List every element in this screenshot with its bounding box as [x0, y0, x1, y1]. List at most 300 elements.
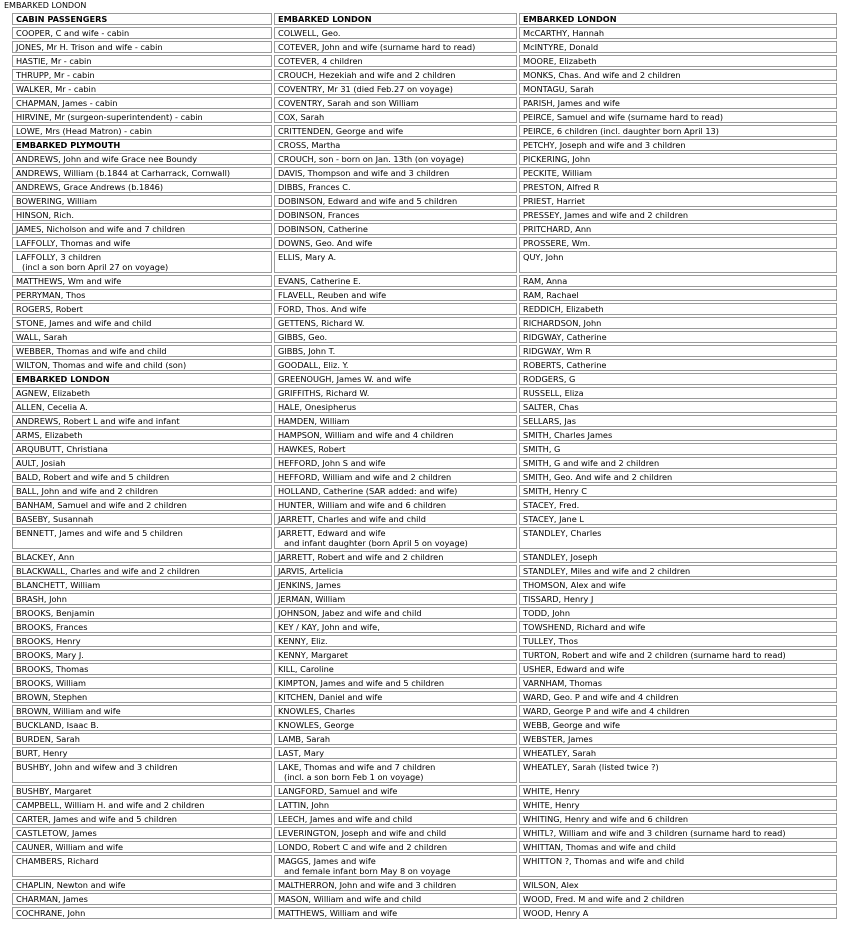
passenger-entry: LAST, Mary: [278, 748, 325, 758]
table-cell-col2: [274, 691, 517, 703]
passenger-entry: TURTON, Robert and wife and 2 children (surname hard to read): [523, 650, 786, 660]
table-cell-col2: [274, 705, 517, 717]
table-cell-col1: [12, 649, 272, 661]
passenger-entry: WILSON, Alex: [523, 880, 579, 890]
passenger-entry: WHEATLEY, Sarah (listed twice ?): [523, 762, 659, 772]
passenger-entry: LAMB, Sarah: [278, 734, 331, 744]
table-cell-col3: [519, 167, 837, 179]
passenger-entry: BALL, John and wife and 2 children: [16, 486, 159, 496]
table-row: [12, 635, 837, 647]
table-cell-col2: [274, 13, 517, 25]
table-cell-col3: [519, 331, 837, 343]
table-row: [12, 153, 837, 165]
passenger-entry: PERRYMAN, Thos: [16, 290, 86, 300]
passenger-entry-note: (incl a son born April 27 on voyage): [22, 262, 169, 272]
table-cell-col1: [12, 879, 272, 891]
passenger-entry: JARRETT, Edward and wife: [278, 528, 386, 538]
page-caption: EMBARKED LONDON: [4, 1, 87, 10]
table-cell-col1: [12, 167, 272, 179]
table-cell-col1: [12, 635, 272, 647]
table-row: [12, 565, 837, 577]
passenger-entry: GIBBS, John T.: [278, 346, 336, 356]
passenger-entry: KENNY, Margaret: [278, 650, 348, 660]
passenger-entry: GETTENS, Richard W.: [278, 318, 365, 328]
passenger-entry: STANDLEY, Charles: [523, 528, 602, 538]
table-row: [12, 855, 837, 877]
table-cell-col3: [519, 457, 837, 469]
table-cell-col1: [12, 237, 272, 249]
table-cell-col2: [274, 111, 517, 123]
passenger-entry: JOHNSON, Jabez and wife and child: [278, 608, 422, 618]
passenger-entry: WEBBER, Thomas and wife and child: [16, 346, 167, 356]
passenger-entry: COLWELL, Geo.: [278, 28, 341, 38]
table-row: [12, 907, 837, 919]
passenger-entry: RIDGWAY, Wm R: [523, 346, 591, 356]
table-row: [12, 359, 837, 371]
passenger-entry-note: and female infant born May 8 on voyage: [284, 866, 451, 876]
table-cell-col2: [274, 471, 517, 483]
passenger-entry: WHEATLEY, Sarah: [523, 748, 597, 758]
table-row: [12, 607, 837, 619]
table-cell-col1: [12, 27, 272, 39]
passenger-entry: COTEVER, John and wife (surname hard to read): [278, 42, 476, 52]
passenger-entry: WHITTON ?, Thomas and wife and child: [523, 856, 685, 866]
passenger-entry: WHITTAN, Thomas and wife and child: [523, 842, 676, 852]
passenger-entry: COCHRANE, John: [16, 908, 86, 918]
table-cell-col1: [12, 907, 272, 919]
passenger-entry: ROGERS, Robert: [16, 304, 83, 314]
table-row: [12, 733, 837, 745]
passenger-entry: CROSS, Martha: [278, 140, 341, 150]
passenger-entry: AGNEW, Elizabeth: [16, 388, 91, 398]
table-cell-col3: [519, 97, 837, 109]
table-cell-col2: [274, 499, 517, 511]
table-cell-col3: [519, 719, 837, 731]
table-cell-col3: [519, 649, 837, 661]
passenger-entry: PROSSERE, Wm.: [523, 238, 591, 248]
passenger-entry: EMBARKED LONDON: [278, 14, 372, 24]
passenger-entry: HEFFORD, John S and wife: [278, 458, 386, 468]
table-cell-col3: [519, 471, 837, 483]
passenger-entry: TODD, John: [523, 608, 571, 618]
table-cell-col1: [12, 705, 272, 717]
passenger-entry: WOOD, Henry A: [523, 908, 589, 918]
passenger-entry: KNOWLES, George: [278, 720, 355, 730]
passenger-entry: MONKS, Chas. And wife and 2 children: [523, 70, 681, 80]
table-row: [12, 621, 837, 633]
passenger-entry: BROWN, William and wife: [16, 706, 121, 716]
passenger-entry: WALKER, Mr - cabin: [16, 84, 97, 94]
table-row: [12, 443, 837, 455]
table-cell-col3: [519, 41, 837, 53]
table-cell-col3: [519, 747, 837, 759]
passenger-entry: RAM, Rachael: [523, 290, 579, 300]
passenger-entry: HAMDEN, William: [278, 416, 350, 426]
passenger-entry: MALTHERRON, John and wife and 3 children: [278, 880, 457, 890]
table-row: [12, 527, 837, 549]
passenger-entry: CABIN PASSENGERS: [16, 14, 108, 24]
table-row: [12, 275, 837, 287]
table-cell-col2: [274, 893, 517, 905]
passenger-entry: MAGGS, James and wife: [278, 856, 376, 866]
passenger-entry: LEECH, James and wife and child: [278, 814, 413, 824]
table-cell-col1: [12, 97, 272, 109]
passenger-entry: CASTLETOW, James: [16, 828, 97, 838]
passenger-entry: EMBARKED LONDON: [16, 374, 110, 384]
passenger-entry: JERMAN, William: [278, 594, 346, 604]
table-row: [12, 429, 837, 441]
table-cell-col1: [12, 69, 272, 81]
passenger-entry: GOODALL, Eliz. Y.: [278, 360, 349, 370]
passenger-entry: ARQUBUTT, Christiana: [16, 444, 108, 454]
passenger-entry: LAKE, Thomas and wife and 7 children: [278, 762, 436, 772]
table-cell-col1: [12, 719, 272, 731]
table-cell-col2: [274, 719, 517, 731]
table-cell-col2: [274, 649, 517, 661]
passenger-entry: CRITTENDEN, George and wife: [278, 126, 404, 136]
passenger-entry: KEY / KAY, John and wife,: [278, 622, 380, 632]
table-cell-col3: [519, 635, 837, 647]
passenger-entry: WARD, Geo. P and wife and 4 children: [523, 692, 679, 702]
table-cell-col3: [519, 401, 837, 413]
passenger-entry: DOWNS, Geo. And wife: [278, 238, 373, 248]
table-cell-col3: [519, 415, 837, 427]
table-row: [12, 223, 837, 235]
passenger-entry: LOWE, Mrs (Head Matron) - cabin: [16, 126, 152, 136]
passenger-entry: SALTER, Chas: [523, 402, 579, 412]
table-cell-col3: [519, 13, 837, 25]
table-cell-col1: [12, 799, 272, 811]
table-row: [12, 209, 837, 221]
passenger-entry: BRASH, John: [16, 594, 67, 604]
table-cell-col3: [519, 527, 837, 549]
table-cell-col2: [274, 733, 517, 745]
passenger-entry: MASON, William and wife and child: [278, 894, 422, 904]
passenger-entry: BOWERING, William: [16, 196, 97, 206]
table-row: [12, 893, 837, 905]
passenger-entry: ANDREWS, William (b.1844 at Carharrack, Cornwall): [16, 168, 231, 178]
passenger-entry: BROOKS, William: [16, 678, 86, 688]
table-row: [12, 139, 837, 151]
passenger-entry: HAMPSON, William and wife and 4 children: [278, 430, 454, 440]
table-cell-col2: [274, 153, 517, 165]
table-cell-col2: [274, 387, 517, 399]
passenger-entry: COVENTRY, Mr 31 (died Feb.27 on voyage): [278, 84, 453, 94]
passenger-entry: MOORE, Elizabeth: [523, 56, 597, 66]
table-row: [12, 785, 837, 797]
passenger-entry: DOBINSON, Edward and wife and 5 children: [278, 196, 458, 206]
table-row: [12, 691, 837, 703]
table-cell-col1: [12, 139, 272, 151]
table-cell-col3: [519, 195, 837, 207]
table-cell-col2: [274, 551, 517, 563]
table-cell-col1: [12, 471, 272, 483]
table-cell-col2: [274, 373, 517, 385]
table-cell-col1: [12, 223, 272, 235]
table-cell-col2: [274, 415, 517, 427]
passenger-table: [10, 11, 839, 921]
table-cell-col2: [274, 635, 517, 647]
table-cell-col1: [12, 593, 272, 605]
table-row: [12, 827, 837, 839]
table-row: [12, 195, 837, 207]
passenger-entry: ELLIS, Mary A.: [278, 252, 337, 262]
passenger-entry: JARRETT, Charles and wife and child: [278, 514, 426, 524]
table-cell-col2: [274, 27, 517, 39]
passenger-entry: BROOKS, Benjamin: [16, 608, 95, 618]
passenger-entry: ARMS, Elizabeth: [16, 430, 83, 440]
table-cell-col1: [12, 181, 272, 193]
passenger-entry: COTEVER, 4 children: [278, 56, 363, 66]
passenger-entry: STANDLEY, Miles and wife and 2 children: [523, 566, 691, 576]
passenger-entry: PRITCHARD, Ann: [523, 224, 592, 234]
passenger-entry: BALD, Robert and wife and 5 children: [16, 472, 170, 482]
passenger-entry: RAM, Anna: [523, 276, 568, 286]
passenger-entry: CHARMAN, James: [16, 894, 88, 904]
passenger-entry: KITCHEN, Daniel and wife: [278, 692, 383, 702]
table-row: [12, 747, 837, 759]
table-cell-col3: [519, 485, 837, 497]
table-cell-col3: [519, 303, 837, 315]
table-cell-col3: [519, 761, 837, 783]
table-cell-col1: [12, 125, 272, 137]
passenger-entry: BENNETT, James and wife and 5 children: [16, 528, 183, 538]
passenger-entry: ALLEN, Cecelia A.: [16, 402, 88, 412]
table-cell-col3: [519, 705, 837, 717]
table-cell-col3: [519, 799, 837, 811]
table-cell-col3: [519, 83, 837, 95]
table-cell-col1: [12, 747, 272, 759]
passenger-entry: HAWKES, Robert: [278, 444, 346, 454]
passenger-entry: JARVIS, Artelicia: [278, 566, 344, 576]
table-row: [12, 345, 837, 357]
passenger-entry: KIMPTON, James and wife and 5 children: [278, 678, 445, 688]
table-cell-col2: [274, 139, 517, 151]
passenger-entry: PARISH, James and wife: [523, 98, 620, 108]
passenger-entry: WOOD, Fred. M and wife and 2 children: [523, 894, 685, 904]
table-cell-col2: [274, 879, 517, 891]
passenger-entry: CHAMBERS, Richard: [16, 856, 99, 866]
table-cell-col2: [274, 401, 517, 413]
table-cell-col3: [519, 373, 837, 385]
table-cell-col2: [274, 621, 517, 633]
table-cell-col3: [519, 621, 837, 633]
table-cell-col2: [274, 303, 517, 315]
passenger-entry: PETCHY, Joseph and wife and 3 children: [523, 140, 686, 150]
table-cell-col2: [274, 813, 517, 825]
table-cell-col2: [274, 677, 517, 689]
passenger-entry: LANGFORD, Samuel and wife: [278, 786, 398, 796]
passenger-entry: PECKITE, William: [523, 168, 592, 178]
table-row: [12, 485, 837, 497]
passenger-entry: VARNHAM, Thomas: [523, 678, 602, 688]
passenger-entry: SMITH, G and wife and 2 children: [523, 458, 660, 468]
table-cell-col3: [519, 289, 837, 301]
passenger-entry: CROUCH, Hezekiah and wife and 2 children: [278, 70, 456, 80]
table-cell-col2: [274, 607, 517, 619]
passenger-entry: COOPER, C and wife - cabin: [16, 28, 130, 38]
passenger-entry: STONE, James and wife and child: [16, 318, 152, 328]
table-cell-col3: [519, 345, 837, 357]
passenger-entry: DAVIS, Thompson and wife and 3 children: [278, 168, 450, 178]
passenger-entry: WALL, Sarah: [16, 332, 68, 342]
table-cell-col2: [274, 41, 517, 53]
table-cell-col1: [12, 111, 272, 123]
passenger-entry: THRUPP, Mr - cabin: [16, 70, 95, 80]
table-cell-col3: [519, 275, 837, 287]
passenger-entry: MATTHEWS, Wm and wife: [16, 276, 122, 286]
table-cell-col1: [12, 415, 272, 427]
table-cell-col1: [12, 55, 272, 67]
table-cell-col3: [519, 237, 837, 249]
table-cell-col3: [519, 691, 837, 703]
table-cell-col2: [274, 799, 517, 811]
table-row: [12, 251, 837, 273]
table-cell-col2: [274, 55, 517, 67]
table-cell-col3: [519, 551, 837, 563]
passenger-entry: GIBBS, Geo.: [278, 332, 328, 342]
passenger-entry: HUNTER, William and wife and 6 children: [278, 500, 447, 510]
table-row: [12, 705, 837, 717]
table-cell-col1: [12, 841, 272, 853]
table-cell-col3: [519, 223, 837, 235]
table-row: [12, 457, 837, 469]
table-cell-col1: [12, 373, 272, 385]
passenger-entry: BUSHBY, John and wifew and 3 children: [16, 762, 178, 772]
table-cell-col2: [274, 83, 517, 95]
table-cell-col1: [12, 331, 272, 343]
passenger-entry: DOBINSON, Frances: [278, 210, 360, 220]
passenger-table-body: [12, 13, 837, 919]
passenger-entry: EMBARKED PLYMOUTH: [16, 140, 121, 150]
table-cell-col1: [12, 429, 272, 441]
passenger-entry: HEFFORD, William and wife and 2 children: [278, 472, 452, 482]
passenger-entry: RODGERS, G: [523, 374, 576, 384]
table-cell-col2: [274, 513, 517, 525]
table-row: [12, 303, 837, 315]
passenger-entry: LEVERINGTON, Joseph and wife and child: [278, 828, 447, 838]
table-row: [12, 317, 837, 329]
passenger-entry: LATTIN, John: [278, 800, 330, 810]
table-row: [12, 879, 837, 891]
table-cell-col3: [519, 813, 837, 825]
passenger-entry: DIBBS, Frances C.: [278, 182, 351, 192]
table-cell-col3: [519, 111, 837, 123]
table-cell-col1: [12, 663, 272, 675]
passenger-entry: WHITE, Henry: [523, 786, 580, 796]
passenger-entry: BANHAM, Samuel and wife and 2 children: [16, 500, 187, 510]
passenger-entry: PRIEST, Harriet: [523, 196, 585, 206]
passenger-entry: BROOKS, Frances: [16, 622, 88, 632]
passenger-entry: ANDREWS, John and wife Grace nee Boundy: [16, 154, 198, 164]
table-cell-col2: [274, 237, 517, 249]
table-cell-col2: [274, 331, 517, 343]
passenger-entry: PEIRCE, 6 children (incl. daughter born April 13): [523, 126, 719, 136]
passenger-entry: DOBINSON, Catherine: [278, 224, 368, 234]
passenger-entry: HOLLAND, Catherine (SAR added: and wife): [278, 486, 458, 496]
table-cell-col1: [12, 317, 272, 329]
table-cell-col2: [274, 317, 517, 329]
table-cell-col3: [519, 251, 837, 273]
table-cell-col3: [519, 153, 837, 165]
table-row: [12, 237, 837, 249]
passenger-entry: BLACKWALL, Charles and wife and 2 children: [16, 566, 200, 576]
passenger-entry: PICKERING, John: [523, 154, 591, 164]
passenger-entry: BURT, Henry: [16, 748, 68, 758]
table-row: [12, 331, 837, 343]
table-cell-col2: [274, 223, 517, 235]
table-cell-col3: [519, 893, 837, 905]
table-cell-col1: [12, 303, 272, 315]
passenger-entry: STANDLEY, Joseph: [523, 552, 598, 562]
table-cell-col2: [274, 359, 517, 371]
table-cell-col3: [519, 677, 837, 689]
table-row: [12, 813, 837, 825]
table-cell-col1: [12, 513, 272, 525]
table-cell-col2: [274, 485, 517, 497]
passenger-entry: GREENOUGH, James W. and wife: [278, 374, 412, 384]
table-cell-col1: [12, 195, 272, 207]
table-cell-col3: [519, 593, 837, 605]
passenger-entry: CHAPMAN, James - cabin: [16, 98, 118, 108]
table-row: [12, 83, 837, 95]
table-row: [12, 799, 837, 811]
passenger-entry: EMBARKED LONDON: [523, 14, 617, 24]
passenger-entry: WHITE, Henry: [523, 800, 580, 810]
passenger-entry: LAFFOLLY, Thomas and wife: [16, 238, 131, 248]
passenger-entry: USHER, Edward and wife: [523, 664, 625, 674]
table-cell-col3: [519, 855, 837, 877]
table-cell-col3: [519, 27, 837, 39]
passenger-entry: TOWSHEND, Richard and wife: [523, 622, 646, 632]
table-row: [12, 41, 837, 53]
passenger-entry: BROOKS, Thomas: [16, 664, 89, 674]
table-cell-col2: [274, 907, 517, 919]
table-row: [12, 499, 837, 511]
table-row: [12, 125, 837, 137]
passenger-entry: COVENTRY, Sarah and son William: [278, 98, 419, 108]
passenger-entry: KENNY, Eliz.: [278, 636, 328, 646]
passenger-entry: HALE, Onesipherus: [278, 402, 357, 412]
table-row: [12, 415, 837, 427]
passenger-entry: GRIFFITHS, Richard W.: [278, 388, 370, 398]
table-cell-col3: [519, 565, 837, 577]
table-cell-col2: [274, 429, 517, 441]
passenger-entry: WEBB, George and wife: [523, 720, 621, 730]
table-cell-col1: [12, 733, 272, 745]
passenger-entry: JONES, Mr H. Trison and wife - cabin: [16, 42, 163, 52]
table-cell-col3: [519, 513, 837, 525]
table-cell-col3: [519, 125, 837, 137]
table-cell-col2: [274, 97, 517, 109]
table-cell-col2: [274, 125, 517, 137]
table-cell-col1: [12, 345, 272, 357]
table-cell-col3: [519, 827, 837, 839]
table-cell-col1: [12, 579, 272, 591]
table-cell-col3: [519, 907, 837, 919]
table-cell-col1: [12, 827, 272, 839]
table-row: [12, 27, 837, 39]
table-cell-col1: [12, 761, 272, 783]
passenger-entry: SELLARS, Jas: [523, 416, 577, 426]
table-cell-col2: [274, 181, 517, 193]
passenger-entry: PRESTON, Alfred R: [523, 182, 600, 192]
table-row: [12, 69, 837, 81]
table-row: [12, 579, 837, 591]
table-cell-col2: [274, 69, 517, 81]
passenger-entry: MONTAGU, Sarah: [523, 84, 594, 94]
table-cell-col3: [519, 387, 837, 399]
